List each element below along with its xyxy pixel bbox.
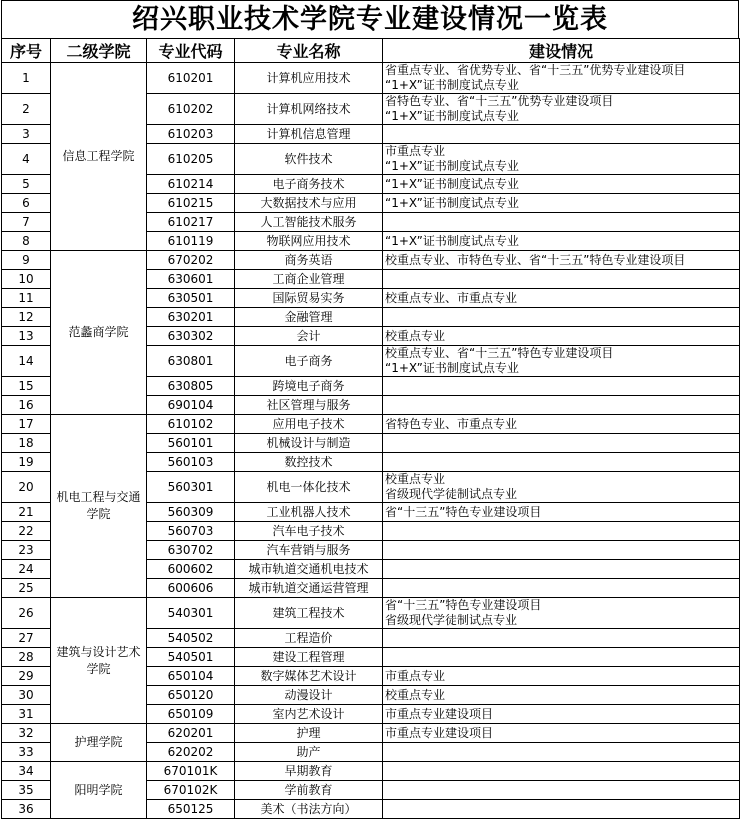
cell-name[interactable]: 汽车营销与服务 xyxy=(235,541,383,560)
cell-status[interactable] xyxy=(383,453,740,472)
cell-code[interactable]: 670102K xyxy=(147,781,235,800)
cell-seq[interactable]: 34 xyxy=(2,762,51,781)
cell-code[interactable]: 620201 xyxy=(147,724,235,743)
status-line: “1+X”证书制度试点专业 xyxy=(385,109,519,123)
cell-status[interactable] xyxy=(383,503,740,522)
cell-seq[interactable]: 36 xyxy=(2,800,51,819)
status-line: 省特色专业、省“十三五”优势专业建设项目 xyxy=(385,94,614,108)
cell-school[interactable]: 护理学院 xyxy=(51,724,147,762)
cell-status[interactable] xyxy=(383,629,740,648)
cell-name[interactable]: 金融管理 xyxy=(235,308,383,327)
cell-status[interactable] xyxy=(383,800,740,819)
cell-status[interactable] xyxy=(383,762,740,781)
cell-code[interactable]: 630805 xyxy=(147,377,235,396)
cell-status[interactable] xyxy=(383,213,740,232)
cell-seq[interactable]: 21 xyxy=(2,503,51,522)
header-row xyxy=(2,39,740,63)
cell-name[interactable]: 建设工程管理 xyxy=(235,648,383,667)
cell-seq[interactable]: 33 xyxy=(2,743,51,762)
cell-name[interactable]: 城市轨道交通机电技术 xyxy=(235,560,383,579)
cell-code[interactable]: 630302 xyxy=(147,327,235,346)
cell-name[interactable]: 美术（书法方向） xyxy=(235,800,383,819)
cell-seq[interactable]: 5 xyxy=(2,175,51,194)
table-row xyxy=(2,598,740,629)
cell-school[interactable]: 机电工程与交通学院 xyxy=(51,415,147,598)
cell-name[interactable]: 建筑工程技术 xyxy=(235,598,383,629)
table-row xyxy=(2,762,740,781)
cell-status[interactable] xyxy=(383,194,740,213)
cell-status[interactable] xyxy=(383,541,740,560)
cell-name[interactable]: 大数据技术与应用 xyxy=(235,194,383,213)
status-line: “1+X”证书制度试点专业 xyxy=(385,159,519,173)
cell-status[interactable] xyxy=(383,125,740,144)
cell-status[interactable] xyxy=(383,144,740,175)
cell-status[interactable] xyxy=(383,396,740,415)
cell-name[interactable]: 护理 xyxy=(235,724,383,743)
cell-name[interactable]: 计算机应用技术 xyxy=(235,63,383,94)
header-school: 二级学院 xyxy=(51,39,147,63)
cell-code[interactable]: 610202 xyxy=(147,94,235,125)
cell-code[interactable]: 610102 xyxy=(147,415,235,434)
cell-seq[interactable]: 30 xyxy=(2,686,51,705)
cell-status[interactable] xyxy=(383,472,740,503)
cell-name[interactable]: 汽车电子技术 xyxy=(235,522,383,541)
cell-status[interactable] xyxy=(383,560,740,579)
cell-name[interactable]: 软件技术 xyxy=(235,144,383,175)
cell-seq[interactable]: 35 xyxy=(2,781,51,800)
status-line: 市重点专业建设项目 xyxy=(385,725,494,740)
sheet-title: 绍兴职业技术学院专业建设情况一览表 xyxy=(1,0,739,38)
cell-name[interactable]: 社区管理与服务 xyxy=(235,396,383,415)
cell-seq[interactable]: 17 xyxy=(2,415,51,434)
cell-seq[interactable]: 15 xyxy=(2,377,51,396)
cell-code[interactable]: 630501 xyxy=(147,289,235,308)
cell-name[interactable]: 物联网应用技术 xyxy=(235,232,383,251)
cell-code[interactable]: 610215 xyxy=(147,194,235,213)
cell-status[interactable] xyxy=(383,705,740,724)
cell-code[interactable]: 600602 xyxy=(147,560,235,579)
cell-name[interactable]: 人工智能技术服务 xyxy=(235,213,383,232)
cell-code[interactable]: 600606 xyxy=(147,579,235,598)
cell-seq[interactable]: 28 xyxy=(2,648,51,667)
cell-status[interactable] xyxy=(383,175,740,194)
cell-name[interactable]: 电子商务技术 xyxy=(235,175,383,194)
cell-seq[interactable]: 2 xyxy=(2,94,51,125)
status-line: “1+X”证书制度试点专业 xyxy=(385,361,519,375)
cell-seq[interactable]: 16 xyxy=(2,396,51,415)
status-line: 市重点专业 xyxy=(385,668,446,683)
cell-status[interactable] xyxy=(383,270,740,289)
cell-school[interactable]: 建筑与设计艺术学院 xyxy=(51,598,147,724)
cell-code[interactable]: 690104 xyxy=(147,396,235,415)
header-code: 专业代码 xyxy=(147,39,235,63)
cell-code[interactable]: 650104 xyxy=(147,667,235,686)
cell-seq[interactable]: 13 xyxy=(2,327,51,346)
cell-seq[interactable]: 8 xyxy=(2,232,51,251)
cell-code[interactable]: 610201 xyxy=(147,63,235,94)
cell-code[interactable]: 610119 xyxy=(147,232,235,251)
header-seq: 序号 xyxy=(2,39,51,63)
cell-name[interactable]: 工程造价 xyxy=(235,629,383,648)
cell-code[interactable]: 560703 xyxy=(147,522,235,541)
cell-name[interactable]: 数控技术 xyxy=(235,453,383,472)
cell-name[interactable]: 工业机器人技术 xyxy=(235,503,383,522)
cell-seq[interactable]: 14 xyxy=(2,346,51,377)
cell-code[interactable]: 540301 xyxy=(147,598,235,629)
cell-status[interactable] xyxy=(383,686,740,705)
cell-status[interactable] xyxy=(383,289,740,308)
cell-seq[interactable]: 19 xyxy=(2,453,51,472)
table-row xyxy=(2,251,740,270)
cell-code[interactable]: 560309 xyxy=(147,503,235,522)
program-table xyxy=(1,38,740,819)
table-body xyxy=(2,63,740,819)
cell-code[interactable]: 650125 xyxy=(147,800,235,819)
status-line: “1+X”证书制度试点专业 xyxy=(385,195,519,210)
table-row xyxy=(2,724,740,743)
cell-status[interactable] xyxy=(383,522,740,541)
status-line: 省级现代学徒制试点专业 xyxy=(385,487,518,501)
cell-code[interactable]: 540501 xyxy=(147,648,235,667)
cell-seq[interactable]: 26 xyxy=(2,598,51,629)
cell-status[interactable] xyxy=(383,63,740,94)
status-line: “1+X”证书制度试点专业 xyxy=(385,78,519,92)
cell-name[interactable]: 计算机网络技术 xyxy=(235,94,383,125)
cell-seq[interactable]: 23 xyxy=(2,541,51,560)
status-line: “1+X”证书制度试点专业 xyxy=(385,176,519,191)
table-row xyxy=(2,415,740,434)
cell-name[interactable]: 国际贸易实务 xyxy=(235,289,383,308)
cell-name[interactable]: 工商企业管理 xyxy=(235,270,383,289)
cell-name[interactable]: 电子商务 xyxy=(235,346,383,377)
cell-name[interactable]: 早期教育 xyxy=(235,762,383,781)
cell-seq[interactable]: 29 xyxy=(2,667,51,686)
header-status: 建设情况 xyxy=(383,39,740,63)
cell-seq[interactable]: 11 xyxy=(2,289,51,308)
status-line: 校重点专业、市重点专业 xyxy=(385,290,518,305)
cell-name[interactable]: 商务英语 xyxy=(235,251,383,270)
cell-status[interactable] xyxy=(383,346,740,377)
cell-name[interactable]: 学前教育 xyxy=(235,781,383,800)
cell-school[interactable]: 阳明学院 xyxy=(51,762,147,819)
cell-seq[interactable]: 32 xyxy=(2,724,51,743)
cell-code[interactable]: 630201 xyxy=(147,308,235,327)
cell-name[interactable]: 会计 xyxy=(235,327,383,346)
cell-code[interactable]: 610217 xyxy=(147,213,235,232)
cell-name[interactable]: 助产 xyxy=(235,743,383,762)
cell-code[interactable]: 630601 xyxy=(147,270,235,289)
cell-status[interactable] xyxy=(383,251,740,270)
spreadsheet xyxy=(1,0,739,819)
status-line: 校重点专业、市特色专业、省“十三五”特色专业建设项目 xyxy=(385,252,686,267)
cell-name[interactable]: 机械设计与制造 xyxy=(235,434,383,453)
status-line: 市重点专业 xyxy=(385,144,446,158)
cell-code[interactable]: 670101K xyxy=(147,762,235,781)
cell-seq[interactable]: 7 xyxy=(2,213,51,232)
table-row xyxy=(2,63,740,94)
status-line: 省特色专业、市重点专业 xyxy=(385,416,518,431)
cell-name[interactable]: 数字媒体艺术设计 xyxy=(235,667,383,686)
cell-seq[interactable]: 9 xyxy=(2,251,51,270)
cell-status[interactable] xyxy=(383,434,740,453)
cell-seq[interactable]: 10 xyxy=(2,270,51,289)
status-line: 省级现代学徒制试点专业 xyxy=(385,613,518,627)
cell-school[interactable]: 信息工程学院 xyxy=(51,63,147,251)
header-name: 专业名称 xyxy=(235,39,383,63)
cell-seq[interactable]: 25 xyxy=(2,579,51,598)
cell-seq[interactable]: 4 xyxy=(2,144,51,175)
status-line: “1+X”证书制度试点专业 xyxy=(385,233,519,248)
status-line: 省“十三五”特色专业建设项目 xyxy=(385,598,542,612)
status-line: 校重点专业、省“十三五”特色专业建设项目 xyxy=(385,346,614,360)
cell-code[interactable]: 670202 xyxy=(147,251,235,270)
cell-code[interactable]: 560101 xyxy=(147,434,235,453)
cell-status[interactable] xyxy=(383,377,740,396)
status-line: 市重点专业建设项目 xyxy=(385,706,494,721)
cell-code[interactable]: 560301 xyxy=(147,472,235,503)
cell-name[interactable]: 动漫设计 xyxy=(235,686,383,705)
cell-status[interactable] xyxy=(383,667,740,686)
cell-seq[interactable]: 1 xyxy=(2,63,51,94)
cell-status[interactable] xyxy=(383,724,740,743)
cell-code[interactable]: 540502 xyxy=(147,629,235,648)
status-line: 省“十三五”特色专业建设项目 xyxy=(385,504,542,519)
cell-status[interactable] xyxy=(383,232,740,251)
cell-code[interactable]: 650109 xyxy=(147,705,235,724)
cell-name[interactable]: 应用电子技术 xyxy=(235,415,383,434)
cell-name[interactable]: 计算机信息管理 xyxy=(235,125,383,144)
cell-code[interactable]: 610205 xyxy=(147,144,235,175)
cell-status[interactable] xyxy=(383,781,740,800)
cell-name[interactable]: 跨境电子商务 xyxy=(235,377,383,396)
cell-code[interactable]: 650120 xyxy=(147,686,235,705)
cell-name[interactable]: 城市轨道交通运营管理 xyxy=(235,579,383,598)
cell-school[interactable]: 范蠡商学院 xyxy=(51,251,147,415)
cell-code[interactable]: 630801 xyxy=(147,346,235,377)
cell-seq[interactable]: 27 xyxy=(2,629,51,648)
cell-status[interactable] xyxy=(383,598,740,629)
cell-seq[interactable]: 20 xyxy=(2,472,51,503)
cell-code[interactable]: 610214 xyxy=(147,175,235,194)
cell-seq[interactable]: 31 xyxy=(2,705,51,724)
status-line: 校重点专业 xyxy=(385,328,446,343)
cell-name[interactable]: 室内艺术设计 xyxy=(235,705,383,724)
cell-status[interactable] xyxy=(383,308,740,327)
cell-seq[interactable]: 24 xyxy=(2,560,51,579)
cell-code[interactable]: 560103 xyxy=(147,453,235,472)
status-line: 省重点专业、省优势专业、省“十三五”优势专业建设项目 xyxy=(385,63,686,77)
cell-seq[interactable]: 22 xyxy=(2,522,51,541)
status-line: 校重点专业 xyxy=(385,687,446,702)
cell-status[interactable] xyxy=(383,648,740,667)
cell-code[interactable]: 620202 xyxy=(147,743,235,762)
cell-status[interactable] xyxy=(383,743,740,762)
cell-code[interactable]: 630702 xyxy=(147,541,235,560)
cell-status[interactable] xyxy=(383,415,740,434)
status-line: 校重点专业 xyxy=(385,472,446,486)
cell-status[interactable] xyxy=(383,327,740,346)
cell-seq[interactable]: 3 xyxy=(2,125,51,144)
cell-status[interactable] xyxy=(383,94,740,125)
cell-seq[interactable]: 12 xyxy=(2,308,51,327)
cell-code[interactable]: 610203 xyxy=(147,125,235,144)
cell-seq[interactable]: 18 xyxy=(2,434,51,453)
cell-seq[interactable]: 6 xyxy=(2,194,51,213)
cell-name[interactable]: 机电一体化技术 xyxy=(235,472,383,503)
cell-status[interactable] xyxy=(383,579,740,598)
